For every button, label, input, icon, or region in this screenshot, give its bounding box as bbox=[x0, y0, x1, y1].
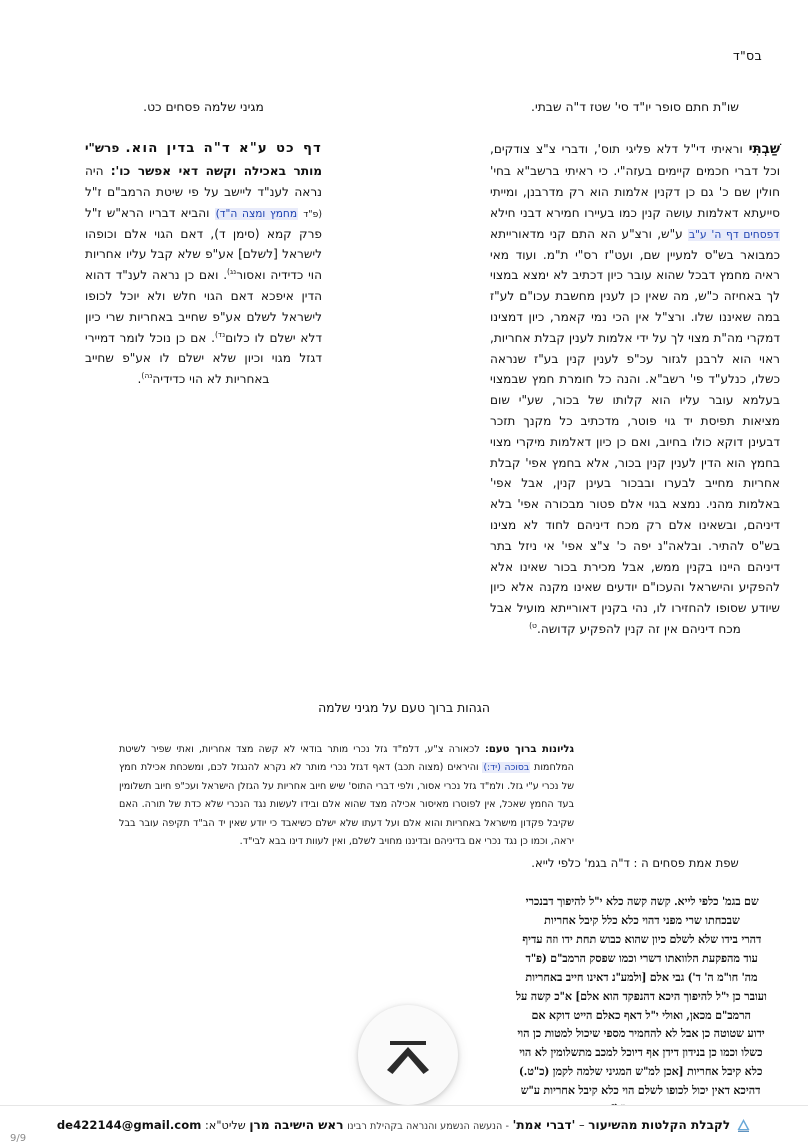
left-column-text-3: . ואם כן נראה לענ"ד דהוא הדין איפכא דאם הגוי חלש ולא יוכל לכופו לישראל לשלם אע"פ שחייב באחריות שרי כיון דלא ישלם לו כלום bbox=[85, 268, 322, 345]
hagahot-lead: גליונות ברוך טעם: bbox=[484, 744, 574, 755]
right-column-text-1: וראיתי די"ל דלא פליגי תוס', ודברי צ"צ צודקים, וכל דברי חכמים קיימים בעזה"י. כי ראיתי ברשב"א בחי' חולין שם כ' גם כן דקנין אלמות הוא רק מדרבנן, ומייתי סייעתא דאלמות עושה קנין כמו בעיירו חמירא דבני חילא bbox=[490, 142, 780, 221]
right-column-opening-word: שַׁבְתִּי bbox=[748, 142, 780, 158]
footer-middle-text: - הנעשה הנשמע והנראה בקהילת רבינו bbox=[347, 1121, 509, 1132]
right-column-source-link[interactable]: דפסחים דף ה' ע"ב bbox=[689, 228, 779, 241]
rashi-line: הרמב"ם מכאן, ואולי י"ל דאף כאלם הייט דוקא אם bbox=[531, 1007, 751, 1022]
hagahot-heading: הגהות ברוך טעם על מגיני שלמה bbox=[318, 700, 490, 715]
left-column-text-4: . אם כן נוכל לומר דמיירי דגזל מגוי וכיון שלא ישלם לו אע"פ שחייב באחריות לא הוי כדידיה bbox=[85, 330, 322, 387]
right-column-footnote-ref[interactable]: ט) bbox=[529, 620, 537, 630]
left-column-text-2: והביא דבריו הרא"ש ז"ל פרק קמא (סימן ד), דאם הגוי אלם וכופהו לישראל [לשלם] אע"פ שלא קבל עליו אחריות הוי כדידיה ואסור bbox=[85, 205, 322, 283]
footer-email[interactable]: de422144@gmail.com bbox=[56, 1118, 202, 1132]
rashi-line: שבכחתו שרי מפני דהוי כלא כלל קיבל אחריות bbox=[544, 912, 740, 927]
left-column-source-link-1[interactable]: מחמץ ומצה ה"ד) bbox=[215, 207, 298, 220]
left-column bbox=[85, 98, 322, 390]
hagahot-paragraph bbox=[119, 740, 574, 851]
site-logo-icon bbox=[736, 1118, 751, 1133]
left-column-heading: מגיני שלמה פסחים כט. bbox=[143, 100, 264, 114]
sfat-emet-heading: שפת אמת פסחים ה : ד"ה בגמ' כלפי לייא. bbox=[531, 856, 739, 870]
rashi-line: עוד מהפקעת הלוואתו דשרי וכמו שפסק הרמב"ם (פ"ד bbox=[525, 950, 758, 965]
right-column-text-2: ע"ש, ורצ"ע הא התם קני מדאורייתא כמבואר בש"ס למעיין שם, ועט"ז רס"י ת"מ. ועוד מאי ראיה מחמץ דבכל שהוא עובר כיון דכתיב לא ימצא במצוי לך באחיזה כ"ש, מה שאין כן לענין מחשבת עכו"ם לע"ז במה שאיננו שלו. ורצ"ל אין הכי נמי קאמר, כיון דמצינו דמקרי מה"ת מצוי לך על ידי אלמות לענין קבלת אחריות, ראוי הוא לרבנן לגזור עכ"פ לענין קנין בע"ז שנראה כשלו, כנלע"ד פי' רשב"א. והנה כל חומרת חמץ שבמצוי בעלמא עובר עליו הוא קלותו של בכור, שע"י שום מציאות תפיסת יד גוי פוטר, מדכתיב כל מקנך תזכר דבעינן דוקא כולו בחיוב, ואם כן כיון דאלמות מיקרי מצוי בחמץ הוא הדין לענין קנין בכור, אלא בחמץ אפי' קבלת אחריות מחייב לבערו ובבכור בעינן קנין, אבל אפי' באלמות מהני. נמצא בגוי אלם פטור מבכורה אפי' בלא דיניהם, ובשאינו אלם רק מכח דיניהם לחוד לא מצינו בש"ס להתיר. ובלאה"נ יפה כ' צ"צ אפי' אי ניזל בתר דיניהם היינו בקנין ממש, אבל מכירת בכור שאינו אלא להפקיע והישראל והעכו"ם יודעים שאינו מקנה אלא כיון שיודע שסופו להחזירו לו, נהי בקנין דאורייתא מועיל אבל מכח דיניהם אין זה קנין להפקיע קדושה. bbox=[490, 226, 780, 637]
left-column-source-ref-1: (פ"ד bbox=[303, 208, 322, 220]
right-column-heading: שו"ת חתם סופר יו"ד סי' שטז ד"ה שבתי. bbox=[531, 100, 739, 114]
chevron-up-icon bbox=[382, 1035, 434, 1075]
left-column-footnote-ref-3[interactable]: נה) bbox=[141, 371, 153, 381]
footer-suffix: שליט"א: bbox=[204, 1119, 246, 1132]
footer-bold-3: ראש הישיבה מרן bbox=[249, 1118, 344, 1132]
footer-bold-2: 'דברי אמת' bbox=[512, 1118, 576, 1132]
right-column-paragraph bbox=[490, 138, 780, 639]
footer-bar bbox=[0, 1105, 808, 1144]
right-column bbox=[490, 98, 780, 640]
footer-dash: – bbox=[578, 1119, 585, 1132]
left-column-paragraph bbox=[85, 138, 322, 389]
page-indicator: 9/9 bbox=[10, 1133, 27, 1144]
rashi-line: כלא קיבל אחריות [אכן למ"ש המגיני שלמה לקמן (כ"ט.) bbox=[519, 1064, 763, 1079]
left-column-opening: דף כט ע"א ד"ה בדין הוא. bbox=[125, 141, 322, 157]
left-column-footnote-ref-2[interactable]: נד) bbox=[214, 329, 226, 339]
hagahot-source-link[interactable]: בסוכה (יד:) bbox=[483, 762, 530, 774]
rashi-line: כשלו וכמו כן בנידון דידן אף דיוכל למכב מתשלומין לא הוי bbox=[519, 1045, 763, 1060]
left-column-rashi-quote: פרש"י מותר באכילה וקשה דאי אפשר כו': bbox=[85, 141, 322, 179]
left-column-text-1: היה נראה לענ"ד ליישב על פי שיטת הרמב"ם ז"ל bbox=[85, 164, 322, 199]
rashi-line: דהיכא דאין יכול לכופו לשלם הוי כלא קיבל אחריות ע"ש bbox=[520, 1083, 761, 1098]
hagahot-text-1: לכאורה צ"ע, דלמ"ד גזל נכרי מותר בודאי לא קשה מצד אחריות, ואתי שפיר לשיטת המלחמות bbox=[119, 744, 574, 774]
rashi-line: ועובר כן י"ל להיפוך היכא דהנפקד הוא אלם] א"כ קשה על bbox=[515, 988, 767, 1003]
rashi-line: דהרי בידו שלא לשלם כיון שהוא כבוש תחת ידו וזה עדיף bbox=[522, 931, 762, 946]
footer-bold-1: לקבלת הקלטות מהשיעור bbox=[588, 1118, 731, 1132]
rashi-line: מה' חו"מ ה' ד') גבי אלם [ולמע"נ דאינו חייב באחריות bbox=[525, 969, 758, 984]
rashi-line: שם בגמ' כלפי לייא. קשה קשה כלא י"ל להיפוך דבנכרי bbox=[525, 894, 759, 908]
left-column-text-5: . bbox=[137, 372, 142, 387]
left-column-footnote-ref-1[interactable]: נג) bbox=[227, 267, 237, 277]
footer-text bbox=[57, 1118, 730, 1132]
hagahot-text-2: והיראים (מצוה תכב) דאף דגזל נכרי מותר לא נקרא להנגזל לכם, ומשכחת אכילת חמץ של נכרי ע"י גזל. ולמ"ד גזל נכרי אסור, ולפי דברי התוס' שיש חיוב אחריות על הגזלן הישראל ועכ"פ חיוב תשלומין בעד החמץ שאכל, אין לפוטרו מאיסור אכילה מצד שהוא אלם ובידו לעשות נגד הנכרי שלא כדת של תורה. האם שקיבל פקדון מישראל באחריות והוא אלם ועל דעתו שלא ישלם כשיאבד כי יודע שאין יד הב"ד תקיפה עובר בבל יראה, וכמו כן נגד נכרי אם בדיניהם ובדיננו מחויב לשלם, ואין לעוות דינו בבא לבי"ד. bbox=[119, 762, 574, 848]
bsd-mark: בס"ד bbox=[732, 48, 762, 63]
sfat-emet-rashi-block bbox=[503, 892, 780, 1119]
scroll-to-top-button[interactable] bbox=[358, 1005, 458, 1105]
rashi-line: ידוע שטוטה כן אבל לא להחמיר מספי שיכול למטות כן הוי bbox=[517, 1026, 765, 1041]
